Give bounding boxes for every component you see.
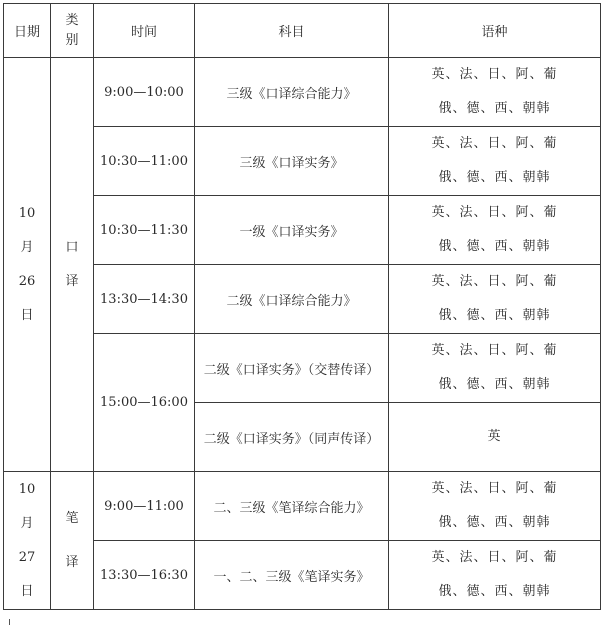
table-row: [4, 196, 601, 265]
subject-cell: 二级《口译综合能力》: [195, 265, 389, 334]
subject-cell: 二级《口译实务》（同声传译）: [195, 403, 389, 472]
language-cell: 英、法、日、阿、葡 俄、德、西、朝韩: [389, 541, 601, 610]
subject-cell: 三级《口译实务》: [195, 127, 389, 196]
header-subject: 科目: [195, 4, 389, 58]
time-cell-merged: 15:00—16:00: [94, 334, 195, 472]
header-date: 日期: [4, 4, 51, 58]
language-cell: 英、法、日、阿、葡 俄、德、西、朝韩: [389, 196, 601, 265]
category-cell-interpreting: 口 译: [51, 58, 94, 472]
time-cell: 10:30—11:30: [94, 196, 195, 265]
table-row: [4, 127, 601, 196]
subject-cell: 一级《口译实务》: [195, 196, 389, 265]
date-cell-oct-26: 10 月 26 日: [4, 58, 51, 472]
category-cell-translation: 笔 译: [51, 472, 94, 610]
exam-schedule-table: [3, 3, 601, 610]
table-row: [4, 58, 601, 127]
subject-cell: 二、三级《笔译综合能力》: [195, 472, 389, 541]
language-cell: 英、法、日、阿、葡 俄、德、西、朝韩: [389, 472, 601, 541]
language-cell: 英、法、日、阿、葡 俄、德、西、朝韩: [389, 58, 601, 127]
time-cell: 9:00—10:00: [94, 58, 195, 127]
time-cell: 9:00—11:00: [94, 472, 195, 541]
header-time: 时间: [94, 4, 195, 58]
header-category: 类 别: [51, 4, 94, 58]
page-edge-mark: [9, 619, 10, 625]
header-row: [4, 4, 601, 58]
time-cell: 13:30—14:30: [94, 265, 195, 334]
subject-cell: 一、二、三级《笔译实务》: [195, 541, 389, 610]
table-row: [4, 472, 601, 541]
time-cell: 13:30—16:30: [94, 541, 195, 610]
language-cell: 英、法、日、阿、葡 俄、德、西、朝韩: [389, 127, 601, 196]
language-cell: 英: [389, 403, 601, 472]
subject-cell: 三级《口译综合能力》: [195, 58, 389, 127]
time-cell: 10:30—11:00: [94, 127, 195, 196]
subject-cell: 二级《口译实务》（交替传译）: [195, 334, 389, 403]
date-cell-oct-27: 10 月 27 日: [4, 472, 51, 610]
table-row: [4, 334, 601, 403]
table-row: [4, 265, 601, 334]
language-cell: 英、法、日、阿、葡 俄、德、西、朝韩: [389, 265, 601, 334]
header-language: 语种: [389, 4, 601, 58]
table-row: [4, 541, 601, 610]
language-cell: 英、法、日、阿、葡 俄、德、西、朝韩: [389, 334, 601, 403]
